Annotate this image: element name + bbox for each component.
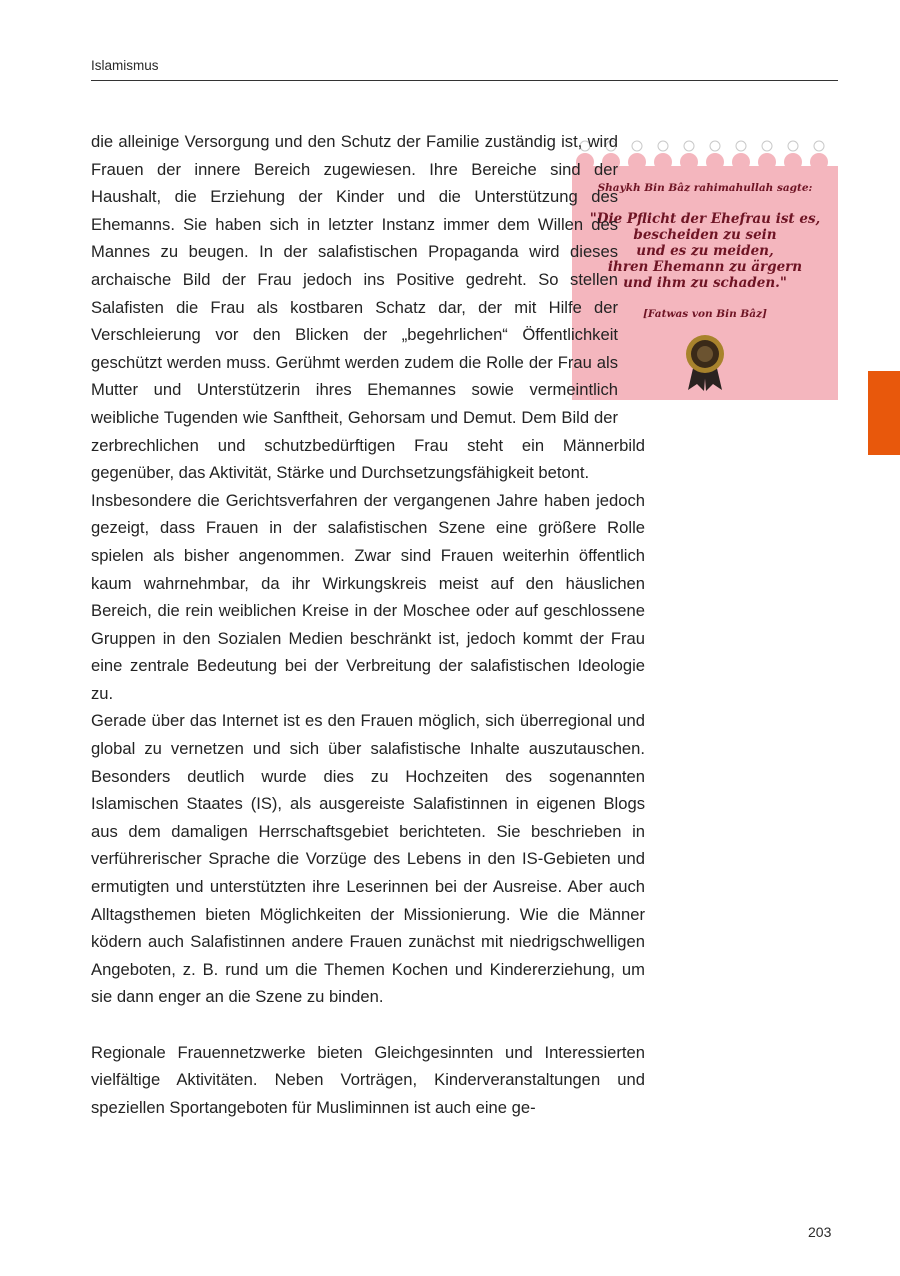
quote-source: [Fatwas von Bin Bâz] (642, 308, 768, 320)
quote-attribution: Shaykh Bin Bâz rahimahullah sagte: (597, 182, 813, 194)
quote-line: bescheiden zu sein (633, 227, 777, 243)
body-paragraph: Gerade über das Internet ist es den Frauen möglich, sich überregional und global zu vernetzen und sich über salafistische Inhalte auszutauschen. Besonders deutlich wurde dies zu Hochzeiten des sogenannten Islamischen Staates (IS), als ausgereiste Salafistinnen in eigenen Blogs aus dem damaligen Herrschaftsgebiet berichteten. Sie beschrieben in verführerischer Sprache die Vorzüge des Lebens in den IS-Gebieten und ermutigten und unterstützten ihre Leserinnen bei der Ausreise. Aber auch Alltagsthemen bieten Möglichkeiten der Missionierung. Wie die Männer ködern auch Salafistinnen andere Frauen zunächst mit niedrigschwelligen Angeboten, z. B. rund um die Themen Kochen und Kindererziehung, um sie dann enger an die Szene zu binden. (91, 711, 645, 1007)
quote-line: und ihm zu schaden." (623, 275, 787, 291)
quote-line: und es zu meiden, (636, 243, 774, 259)
medal-seal-icon (684, 334, 726, 392)
quote-line: "Die Pflicht der Ehefrau ist es, (589, 211, 821, 227)
running-head-title: Islamismus (91, 58, 159, 73)
header-rule (91, 80, 838, 81)
body-paragraph: die alleinige Versorgung und den Schutz der Familie zuständig ist, wird Frauen der innere Bereich zugewiesen. Ihre Bereiche sind der Haushalt, die Erziehung der Kinder und die Unterstützung des Ehemanns. Sie haben sich in letzter Instanz immer dem Willen des Mannes zu beugen. In der salafistischen Propaganda wird dieses archaische Bild der Frau jedoch ins Positive gedreht. So stellen Salafisten die Frau als kostbaren Schatz dar, der mit Hilfe der Verschleierung vor den Blicken der „begehrlichen“ Öffentlichkeit geschützt werden muss. Gerühmt werden zudem die Rolle der Frau als Mutter und Unterstützerin ihres Ehemannes sowie vermeintlich weibliche Tugenden wie Sanftheit, Gehorsam und Demut. Dem Bild der zerbrechlichen und schutzbedürftigen Frau steht ein Männerbild gegenüber, das Aktivität, Stärke und Durchsetzungsfähigkeit betont. (91, 132, 645, 483)
body-paragraph: Regionale Frauennetzwerke bieten Gleichgesinnten und Interessierten vielfältige Aktivitäten. Neben Vorträgen, Kinderveranstaltungen und speziellen Sportangeboten für Musliminnen ist auch eine ge- (91, 1042, 645, 1117)
page-number: 203 (808, 1224, 832, 1240)
quote-line: ihren Ehemann zu ärgern (607, 259, 803, 275)
figure-wrap-spacer (618, 128, 645, 404)
body-paragraph: Insbesondere die Gerichtsverfahren der vergangenen Jahre haben jedoch gezeigt, dass Frauen in der salafistischen Szene eine größere Rolle spielen als bisher angenommen. Zwar sind Frauen weiterhin öffentlich kaum wahrnehmbar, da ihr Wirkungskreis meist auf den häuslichen Bereich, die rein weiblichen Kreise in der Moschee oder auf geschlossene Gruppen in den Sozialen Medien beschränkt ist, jedoch kommt der Frau eine zentrale Bedeutung bei der Verbreitung der salafistischen Ideologie zu. (91, 490, 645, 703)
chapter-thumb-tab (868, 371, 900, 455)
body-text (91, 128, 645, 1121)
